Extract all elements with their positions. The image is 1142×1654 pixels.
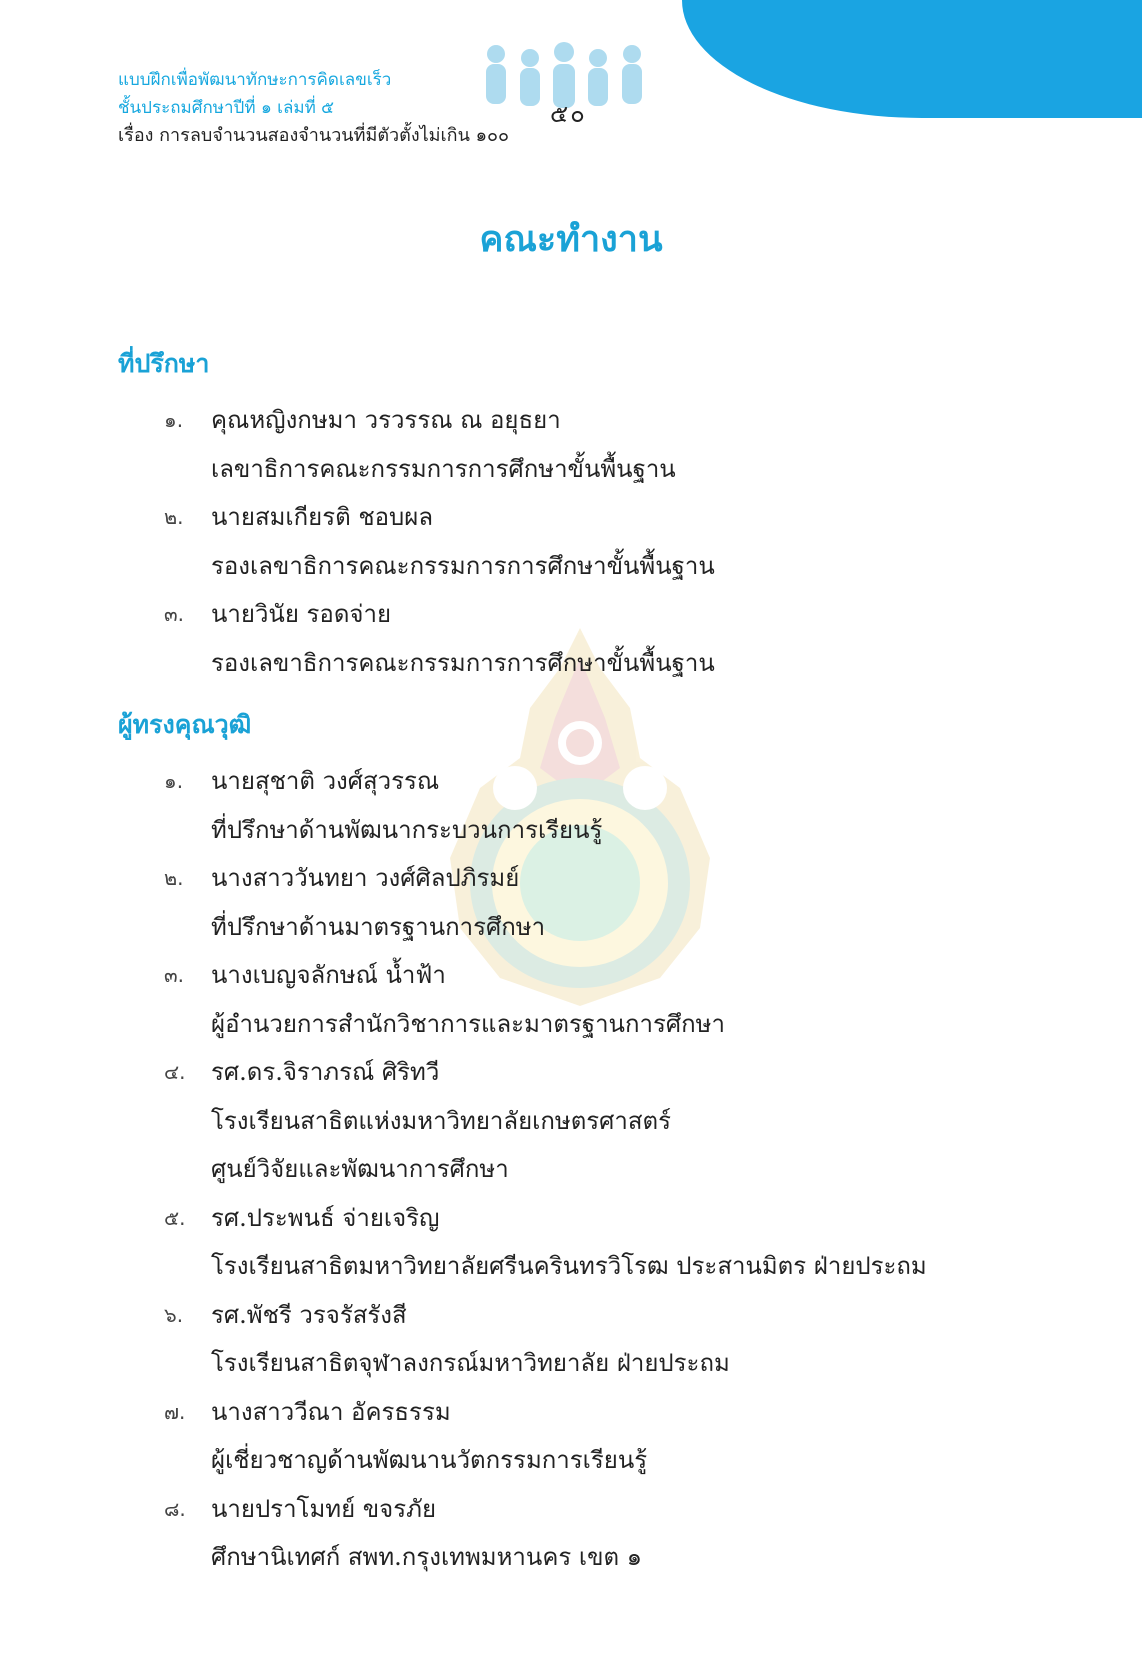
person-name: นายสุชาติ วงศ์สุวรรณ bbox=[211, 767, 440, 795]
list-item-number: ๑. bbox=[164, 408, 184, 432]
list-item-number: ๕. bbox=[164, 1205, 186, 1230]
section-heading-advisors: ที่ปรึกษา bbox=[118, 349, 210, 378]
person-position: ที่ปรึกษาด้านพัฒนากระบวนการเรียนรู้ bbox=[211, 815, 603, 844]
section-heading-experts: ผู้ทรงคุณวุฒิ bbox=[118, 710, 252, 739]
list-item-number: ๓. bbox=[164, 602, 185, 626]
page-title: คณะทำงาน bbox=[479, 219, 663, 260]
person-name: นายวินัย รอดจ่าย bbox=[211, 600, 392, 628]
book-grade-volume: ชั้นประถมศึกษาปีที่ ๑ เล่มที่ ๕ bbox=[118, 98, 335, 118]
list-item bbox=[118, 396, 1098, 493]
list-item-number: ๓. bbox=[164, 963, 185, 987]
page-number: ๕๐ bbox=[550, 100, 587, 128]
list-item-number: ๖. bbox=[164, 1302, 184, 1327]
list-item bbox=[118, 1291, 1098, 1388]
person-name: นายปราโมทย์ ขจรภัย bbox=[211, 1494, 437, 1523]
list-item-number: ๑. bbox=[164, 769, 184, 793]
list-item bbox=[118, 757, 1098, 854]
list-item bbox=[118, 590, 1098, 687]
book-header bbox=[118, 66, 509, 150]
person-position: เลขาธิการคณะกรรมการการศึกษาขั้นพื้นฐาน bbox=[211, 454, 676, 483]
person-position: ผู้อำนวยการสำนักวิชาการและมาตรฐานการศึกษา bbox=[211, 1009, 725, 1038]
committee-content bbox=[118, 340, 1098, 1582]
header-corner-banner bbox=[682, 0, 1142, 118]
list-item bbox=[118, 1485, 1098, 1582]
list-item-number: ๒. bbox=[164, 505, 184, 529]
experts-list bbox=[118, 757, 1098, 1582]
person-position: ผู้เชี่ยวชาญด้านพัฒนานวัตกรรมการเรียนรู้ bbox=[211, 1446, 648, 1474]
person-position: รองเลขาธิการคณะกรรมการการศึกษาขั้นพื้นฐาน bbox=[211, 551, 715, 580]
list-item-number: ๘. bbox=[164, 1496, 186, 1521]
list-item bbox=[118, 1048, 1098, 1194]
list-item-number: ๔. bbox=[164, 1060, 186, 1084]
list-item bbox=[118, 1388, 1098, 1485]
person-name: นางสาววันทยา วงศ์ศิลปภิรมย์ bbox=[211, 864, 520, 892]
person-position: ที่ปรึกษาด้านมาตรฐานการศึกษา bbox=[211, 912, 546, 941]
person-name: นายสมเกียรติ ชอบผล bbox=[211, 503, 434, 531]
person-name: รศ.พัชรี วรจรัสรังสี bbox=[211, 1300, 407, 1329]
advisors-list bbox=[118, 396, 1098, 687]
list-item bbox=[118, 854, 1098, 951]
list-item bbox=[118, 951, 1098, 1048]
book-series-title: แบบฝึกเพื่อพัฒนาทักษะการคิดเลขเร็ว bbox=[118, 70, 392, 90]
book-topic: เรื่อง การลบจำนวนสองจำนวนที่มีตัวตั้งไม่เกิน ๑๐๐ bbox=[118, 125, 509, 146]
person-position: โรงเรียนสาธิตมหาวิทยาลัยศรีนครินทรวิโรฒ ประสานมิตร ฝ่ายประถม bbox=[211, 1252, 927, 1280]
person-position: ศึกษานิเทศก์ สพท.กรุงเทพมหานคร เขต ๑ bbox=[211, 1543, 642, 1571]
person-name: รศ.ดร.จิราภรณ์ ศิริทวี bbox=[211, 1058, 440, 1086]
list-item-number: ๗. bbox=[164, 1399, 186, 1424]
person-position: โรงเรียนสาธิตแห่งมหาวิทยาลัยเกษตรศาสตร์ bbox=[211, 1106, 672, 1135]
person-name: นางสาววีณา อัครธรรม bbox=[211, 1397, 451, 1426]
person-position: รองเลขาธิการคณะกรรมการการศึกษาขั้นพื้นฐาน bbox=[211, 648, 715, 677]
person-name: รศ.ประพนธ์ จ่ายเจริญ bbox=[211, 1203, 440, 1232]
list-item bbox=[118, 493, 1098, 590]
person-name: นางเบญจลักษณ์ น้ำฟ้า bbox=[211, 961, 446, 989]
list-item bbox=[118, 1194, 1098, 1291]
person-position: ศูนย์วิจัยและพัฒนาการศึกษา bbox=[211, 1155, 509, 1183]
person-name: คุณหญิงกษมา วรวรรณ ณ อยุธยา bbox=[211, 406, 561, 434]
person-position: โรงเรียนสาธิตจุฬาลงกรณ์มหาวิทยาลัย ฝ่ายประถม bbox=[211, 1349, 730, 1377]
list-item-number: ๒. bbox=[164, 866, 184, 890]
